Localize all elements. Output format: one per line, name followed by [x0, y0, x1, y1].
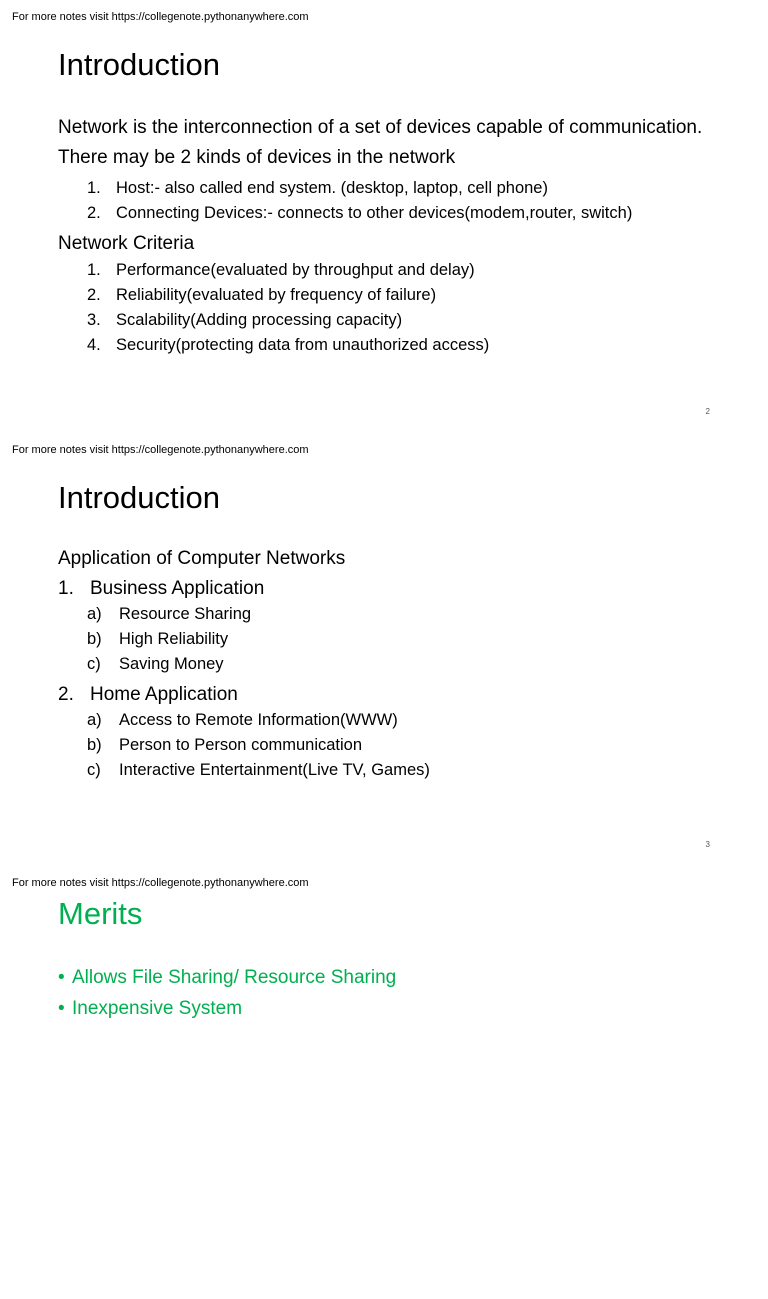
section-label: Home Application: [90, 684, 238, 705]
paragraph-device-kinds: There may be 2 kinds of devices in the network: [58, 147, 456, 168]
list-letter: c): [87, 761, 101, 779]
device-list: [58, 176, 738, 226]
list-item: [58, 176, 738, 201]
applications-heading: Application of Computer Networks: [58, 548, 346, 569]
slide-content: [58, 547, 738, 783]
slide-content: [58, 964, 738, 1022]
list-item: [58, 995, 738, 1022]
section-home-application: [58, 681, 738, 708]
list-item: [58, 333, 738, 358]
list-text: Saving Money: [119, 655, 224, 673]
list-letter: c): [87, 655, 101, 673]
slide-introduction-2: [0, 433, 768, 866]
list-item: [58, 308, 738, 333]
bullet-icon: •: [58, 998, 65, 1019]
list-item: [58, 758, 738, 783]
list-text: Host:- also called end system. (desktop, laptop, cell phone): [116, 179, 548, 197]
list-number: 4.: [87, 336, 101, 354]
section-business-application: [58, 575, 738, 602]
home-items: [58, 708, 738, 783]
header-note: For more notes visit https://collegenote.pythonanywhere.com: [12, 444, 309, 456]
list-text: Allows File Sharing/ Resource Sharing: [72, 967, 397, 988]
slide-merits: [0, 866, 768, 1299]
list-item: [58, 733, 738, 758]
slide-title: Introduction: [58, 480, 220, 515]
list-text: Scalability(Adding processing capacity): [116, 311, 403, 329]
list-item: [58, 708, 738, 733]
list-item: [58, 602, 738, 627]
list-item: [58, 627, 738, 652]
list-text: Person to Person communication: [119, 736, 363, 754]
list-letter: a): [87, 605, 102, 623]
list-text: Inexpensive System: [72, 998, 243, 1019]
list-letter: b): [87, 736, 102, 754]
list-number: 1.: [87, 179, 101, 197]
merits-list: [58, 964, 738, 1022]
bullet-icon: •: [58, 967, 65, 988]
list-text: Interactive Entertainment(Live TV, Games): [119, 761, 430, 779]
page-number: 3: [705, 840, 710, 849]
section-number: 2.: [58, 684, 74, 705]
slide-title: Introduction: [58, 47, 220, 82]
list-number: 2.: [87, 286, 101, 304]
slide-title: Merits: [58, 896, 143, 931]
header-note: For more notes visit https://collegenote.pythonanywhere.com: [12, 11, 309, 23]
header-note: For more notes visit https://collegenote.pythonanywhere.com: [12, 877, 309, 889]
criteria-list: [58, 258, 738, 358]
list-text: Access to Remote Information(WWW): [119, 711, 398, 729]
page-number: 2: [705, 407, 710, 416]
list-item: [58, 283, 738, 308]
list-text: Security(protecting data from unauthorized access): [116, 336, 490, 354]
section-number: 1.: [58, 578, 74, 599]
list-item: [58, 201, 738, 226]
list-letter: a): [87, 711, 102, 729]
list-item: [58, 964, 738, 991]
list-item: [58, 652, 738, 677]
paragraph-network-definition: Network is the interconnection of a set of devices capable of communication.: [58, 117, 703, 138]
business-items: [58, 602, 738, 677]
list-item: [58, 258, 738, 283]
slide-introduction-1: [0, 0, 768, 433]
list-number: 1.: [87, 261, 101, 279]
list-number: 2.: [87, 204, 101, 222]
section-label: Business Application: [90, 578, 265, 599]
list-text: Performance(evaluated by throughput and delay): [116, 261, 475, 279]
list-letter: b): [87, 630, 102, 648]
list-text: High Reliability: [119, 630, 229, 648]
slide-content: [58, 116, 738, 364]
list-text: Reliability(evaluated by frequency of failure): [116, 286, 437, 304]
criteria-heading: Network Criteria: [58, 233, 195, 254]
list-text: Connecting Devices:- connects to other devices(modem,router, switch): [116, 204, 633, 222]
list-text: Resource Sharing: [119, 605, 252, 623]
list-number: 3.: [87, 311, 101, 329]
